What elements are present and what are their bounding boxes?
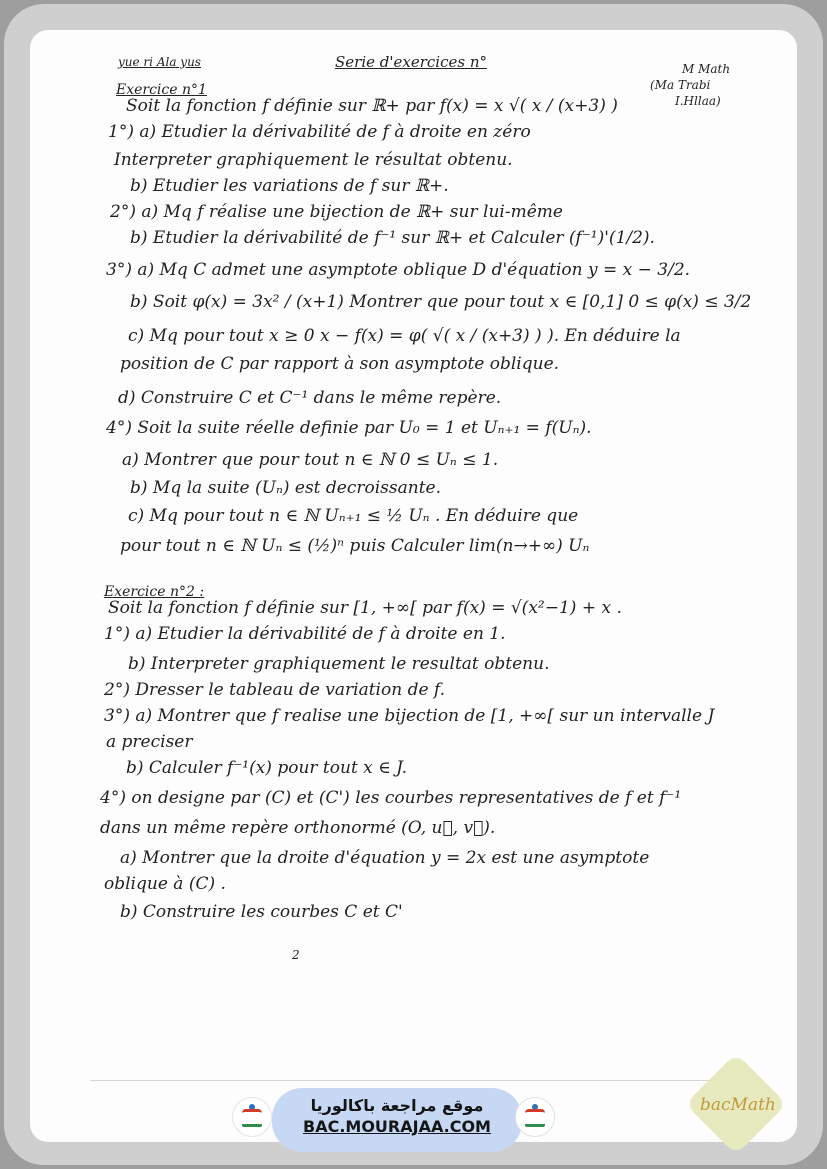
exercise2-line: b) Calculer f⁻¹(x) pour tout x ∈ J. — [126, 758, 408, 778]
document-title: Serie d'exercices n° — [335, 53, 487, 71]
banner-url[interactable]: BAC.MOURAJAA.COM — [303, 1117, 491, 1136]
exercise2-line: 3°) a) Montrer que f realise une bijection de [1, +∞[ sur un intervalle J — [104, 706, 715, 726]
exercise2-line: a preciser — [106, 732, 193, 752]
exercise2-line: a) Montrer que la droite d'équation y = 2x est une asymptote — [120, 848, 650, 868]
banner-arabic-title: موقع مراجعة باكالوريا — [310, 1096, 484, 1115]
book-logo-icon — [515, 1097, 555, 1137]
book-logo-icon — [232, 1097, 272, 1137]
exercise2-line: b) Construire les courbes C et C' — [120, 902, 403, 922]
exercise1-line: a) Montrer que pour tout n ∈ ℕ 0 ≤ Uₙ ≤ 1. — [122, 450, 499, 470]
document-sheet — [30, 30, 797, 1142]
exercise1-line: c) Mq pour tout x ≥ 0 x − f(x) = φ( √( x / (x+3) ) ). En déduire la — [128, 326, 681, 346]
header-right-line3: I.Hllaa) — [675, 94, 721, 108]
header-left-note: yue ri Ala yus — [118, 55, 201, 69]
exercise2-line: 4°) on designe par (C) et (C') les courbes representatives de f et f⁻¹ — [100, 788, 682, 808]
exercise2-heading: Exercice n°2 : — [104, 584, 205, 600]
exercise2-line: dans un même repère orthonormé (O, u⃗, v⃗). — [100, 818, 496, 838]
exercise1-line: Interpreter graphiquement le résultat obtenu. — [114, 150, 513, 170]
exercise1-line: 3°) a) Mq C admet une asymptote oblique D d'équation y = x − 3/2. — [106, 260, 691, 280]
exercise1-line: b) Soit φ(x) = 3x² / (x+1) Montrer que pour tout x ∈ [0,1] 0 ≤ φ(x) ≤ 3/2 — [130, 292, 752, 312]
exercise1-line: b) Mq la suite (Uₙ) est decroissante. — [130, 478, 441, 498]
exercise2-line: 2°) Dresser le tableau de variation de f. — [104, 680, 446, 700]
exercise2-line: 1°) a) Etudier la dérivabilité de f à droite en 1. — [104, 624, 506, 644]
header-right-line2: (Ma Trabi — [650, 78, 711, 92]
exercise1-line: 2°) a) Mq f réalise une bijection de ℝ+ sur lui-même — [110, 202, 563, 222]
exercise1-line: b) Etudier les variations de f sur ℝ+. — [130, 176, 449, 196]
exercise1-heading: Exercice n°1 — [116, 82, 207, 98]
exercise1-line: c) Mq pour tout n ∈ ℕ Uₙ₊₁ ≤ ½ Uₙ . En déduire que — [128, 506, 579, 526]
exercise1-line: 1°) a) Etudier la dérivabilité de f à droite en zéro — [108, 122, 531, 142]
exercise1-line: b) Etudier la dérivabilité de f⁻¹ sur ℝ+ et Calculer (f⁻¹)'(1/2). — [130, 228, 655, 248]
exercise2-line: b) Interpreter graphiquement le resultat obtenu. — [128, 654, 550, 674]
exercise1-line: Soit la fonction f définie sur ℝ+ par f(x) = x √( x / (x+3) ) — [126, 96, 618, 116]
exercise1-line: d) Construire C et C⁻¹ dans le même repère. — [118, 388, 502, 408]
page-mark: 2 — [292, 948, 300, 962]
bottom-rule — [90, 1080, 710, 1081]
exercise1-line: pour tout n ∈ ℕ Uₙ ≤ (½)ⁿ puis Calculer lim(n→+∞) Uₙ — [120, 536, 590, 556]
exercise2-line: oblique à (C) . — [104, 874, 226, 894]
header-right-line1: M Math — [682, 62, 731, 76]
exercise2-line: Soit la fonction f définie sur [1, +∞[ par f(x) = √(x²−1) + x . — [108, 598, 622, 618]
exercise1-line: position de C par rapport à son asymptote oblique. — [120, 354, 560, 374]
exercise1-line: 4°) Soit la suite réelle definie par U₀ = 1 et Uₙ₊₁ = f(Uₙ). — [106, 418, 592, 438]
bacmath-logo-text: bacMath — [700, 1095, 776, 1115]
site-banner-link[interactable] — [272, 1088, 522, 1152]
